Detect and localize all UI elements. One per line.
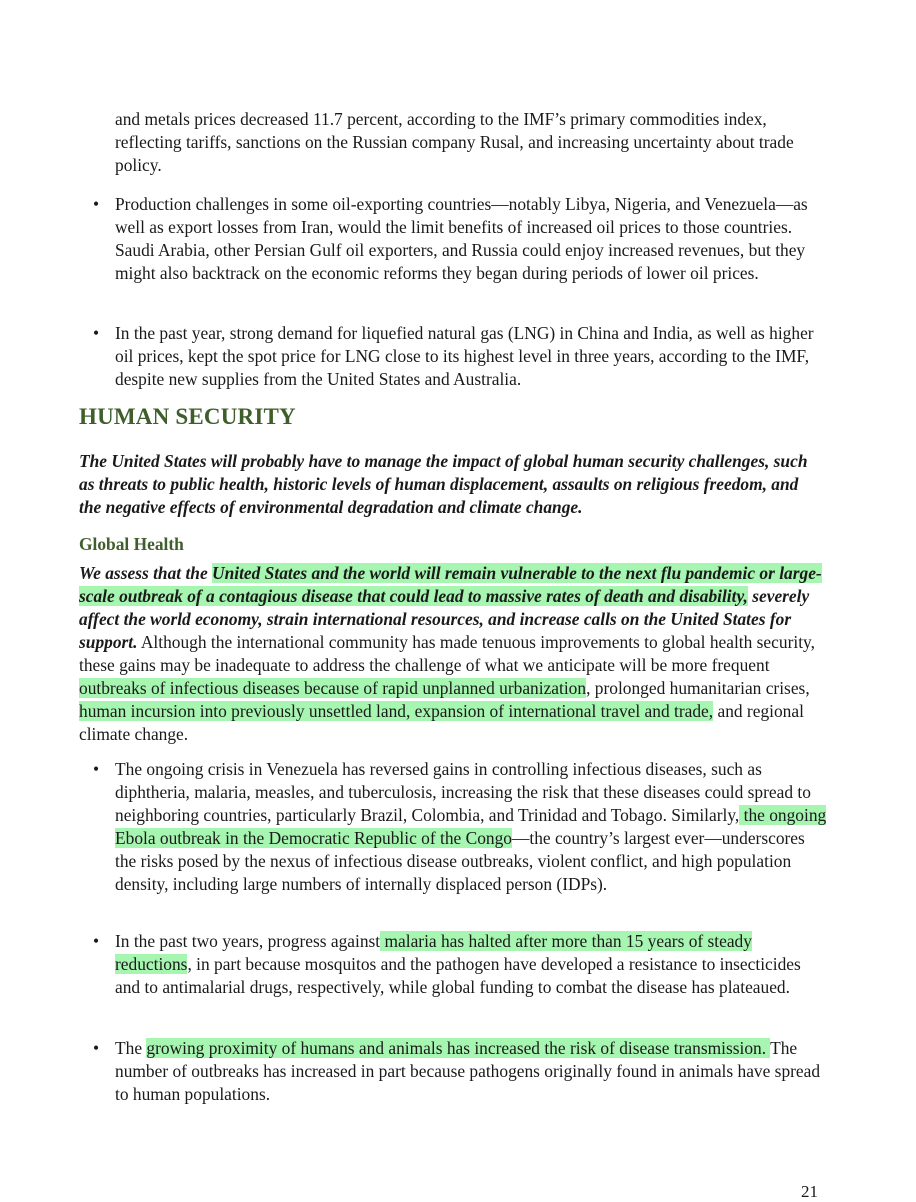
- global-health-paragraph: [79, 562, 824, 746]
- subsection-title-global-health: Global Health: [79, 534, 184, 554]
- bullet-zoonotic: [115, 1037, 830, 1106]
- bullet-venezuela-ebola: [115, 758, 830, 896]
- body-text: In the past two years, progress against: [115, 931, 381, 951]
- body-text: The number of outbreaks has increased in part because pathogens originally found in animals have spread to human populations.: [115, 1038, 821, 1104]
- body-text: , prolonged humanitarian crises,: [586, 678, 810, 698]
- lead-text: severely affect the world economy, strain international resources, and increase calls on the United States for support.: [79, 586, 810, 652]
- highlighted-text: United States and the world will remain vulnerable to the next flu pandemic or large-scale outbreak of a contagious disease that could lead to massive rates of death and disability,: [79, 563, 822, 606]
- body-text: and regional climate change.: [79, 701, 804, 744]
- bullet-oil-exporters: Production challenges in some oil-exporting countries—notably Libya, Nigeria, and Venezuela—as well as export losses from Iran, would the limit benefits of increased oil prices to those countries. Saudi Arabia, other Persian Gulf oil exporters, and Russia could enjoy increased revenues, but they might also backtrack on the economic reforms they began during periods of lower oil prices.: [115, 194, 808, 283]
- body-text: —the country’s largest ever—underscores the risks posed by the nexus of infectious disease outbreaks, violent conflict, and high population density, including large numbers of internally displaced person (IDPs).: [115, 828, 805, 894]
- highlighted-text: the ongoing Ebola outbreak in the Democratic Republic of the Congo: [115, 805, 827, 848]
- bullet-malaria: [115, 930, 830, 999]
- bullet-marker: •: [93, 1038, 100, 1058]
- bullet-marker: •: [93, 323, 100, 343]
- body-text: The: [115, 1038, 147, 1058]
- continued-bullet-text: and metals prices decreased 11.7 percent, according to the IMF’s primary commodities index, reflecting tariffs, sanctions on the Russian company Rusal, and increasing uncertainty about trade policy.: [115, 109, 794, 175]
- highlighted-text: growing proximity of humans and animals has increased the risk of disease transmission.: [146, 1038, 771, 1058]
- body-text: Although the international community has made tenuous improvements to global health security, these gains may be inadequate to address the challenge of what we anticipate will be more frequent: [79, 632, 815, 675]
- section-title-human-security: HUMAN SECURITY: [79, 404, 296, 429]
- page-number: 21: [801, 1182, 818, 1201]
- bullet-marker: •: [93, 759, 100, 779]
- body-text: , in part because mosquitos and the pathogen have developed a resistance to insecticides and to antimalarial drugs, respectively, while global funding to combat the disease has plateaued.: [115, 954, 801, 997]
- highlighted-text: human incursion into previously unsettled land, expansion of international travel and trade,: [79, 701, 714, 721]
- lead-text: We assess that the: [79, 563, 213, 583]
- bullet-marker: •: [93, 194, 100, 214]
- bullet-marker: •: [93, 931, 100, 951]
- highlighted-text: outbreaks of infectious diseases because of rapid unplanned urbanization: [79, 678, 587, 698]
- body-text: The ongoing crisis in Venezuela has reversed gains in controlling infectious diseases, such as diphtheria, malaria, measles, and tuberculosis, increasing the risk that these diseases could spread to neighboring countries, particularly Brazil, Colombia, and Trinidad and Tobago. Similarly,: [115, 759, 811, 825]
- highlighted-text: malaria has halted after more than 15 years of steady reductions: [115, 931, 752, 974]
- bullet-lng: In the past year, strong demand for liquefied natural gas (LNG) in China and India, as well as higher oil prices, kept the spot price for LNG close to its highest level in three years, according to the IMF, despite new supplies from the United States and Australia.: [115, 323, 814, 389]
- section-lead-paragraph: The United States will probably have to manage the impact of global human security challenges, such as threats to public health, historic levels of human displacement, assaults on religious freedom, and the negative effects of environmental degradation and climate change.: [79, 451, 808, 517]
